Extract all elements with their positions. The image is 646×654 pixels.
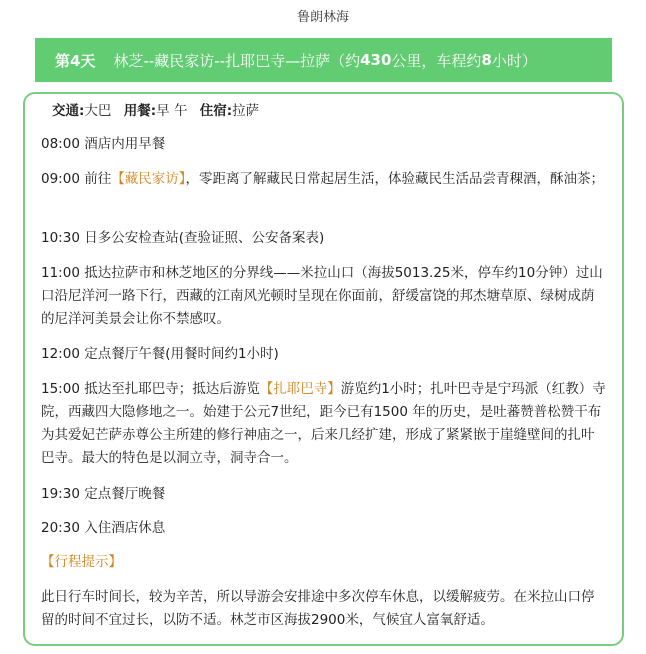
tips-title: 【行程提示】 — [41, 554, 122, 570]
stay-label: 住宿: — [199, 103, 233, 119]
transport-label: 交通: — [52, 103, 85, 119]
day-banner — [35, 38, 612, 82]
day-distance: 430 — [360, 51, 392, 69]
schedule-item-mila-pass: 11:00 抵达拉萨市和林芝地区的分界线——米拉山口（海拔5013.25米，停车约10分钟）过山口沿尼洋河一路下行，西藏的江南风光顿时呈现在你面前，舒缓富饶的邦杰塘草原、绿树成荫的尼洋河美景会让你不禁感叹。 — [41, 265, 603, 327]
page-title: 鲁朗林海 — [296, 10, 349, 25]
home-visit-highlight: 【藏民家访】 — [111, 171, 186, 187]
day-unit-end: 小时） — [491, 51, 537, 70]
temple-time: 15:00 抵达至扎耶巴寺；抵达后游览 — [41, 381, 260, 397]
day-hours: 8 — [481, 51, 492, 69]
schedule-item-checkpoint: 10:30 日多公安检查站(查验证照、公安备案表) — [41, 230, 325, 246]
meta-row — [52, 99, 259, 119]
day-unit-mid: 公里，车程约 — [391, 51, 482, 70]
temple-desc: 游览约1小时；扎叶巴寺是宁玛派（红教）寺院，西藏四大隐修地之一。始建于公元7世纪，距今已有1500 年的历史，是吐蕃赞普松赞干布为其爱妃芒萨赤尊公主所建的修行神庙之一，后来几经扩建，形成了紧紧嵌于崖缝壁间的扎叶巴寺。最大的特色是以洞立寺，洞寺合一。 — [41, 381, 606, 466]
day-number: 第4天 — [55, 51, 96, 70]
schedule-item-lunch: 12:00 定点餐厅午餐(用餐时间约1小时) — [41, 346, 279, 362]
home-visit-time: 09:00 前往 — [41, 171, 112, 187]
transport-value: 大巴 — [84, 103, 112, 119]
meal-value: 早 午 — [156, 103, 188, 119]
schedule-item-dinner: 19:30 定点餐厅晚餐 — [41, 486, 166, 502]
day-route: 林芝--藏民家访--扎耶巴寺—拉萨（约 — [113, 51, 361, 70]
tips-body: 此日行车时间长，较为辛苦，所以导游会安排途中多次停车休息，以缓解疲劳。在米拉山口停留的时间不宜过长，以防不适。林芝市区海拔2900米，气候宜人富氧舒适。 — [41, 589, 595, 628]
meal-label: 用餐: — [123, 103, 157, 119]
schedule-item-temple — [41, 378, 606, 470]
temple-highlight: 【扎耶巴寺】 — [259, 381, 341, 397]
stay-value: 拉萨 — [232, 103, 260, 119]
home-visit-desc: ，零距离了解藏民日常起居生活，体验藏民生活品尝青稞酒，酥油茶； — [185, 171, 604, 187]
schedule-item-home-visit — [41, 168, 606, 191]
schedule-item-breakfast: 08:00 酒店内用早餐 — [41, 136, 166, 152]
schedule-item-hotel: 20:30 入住酒店休息 — [41, 520, 166, 536]
